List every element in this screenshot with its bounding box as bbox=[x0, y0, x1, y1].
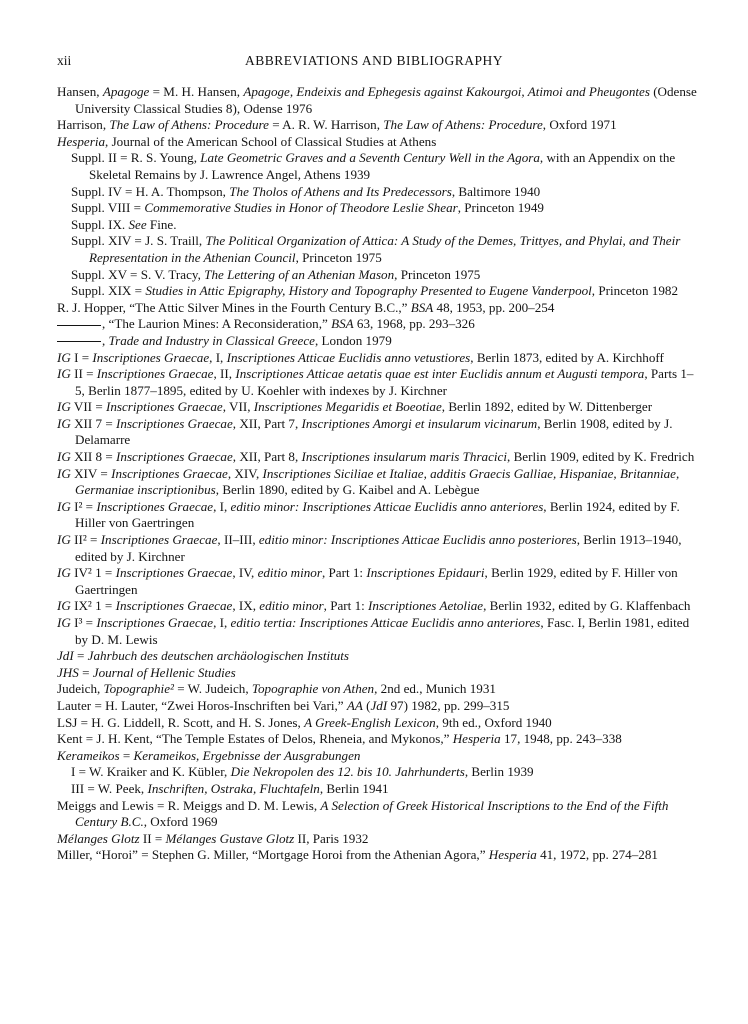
italic-text: Topographie² bbox=[103, 681, 174, 697]
italic-text: See bbox=[128, 216, 147, 232]
bibliography-entry bbox=[57, 416, 697, 449]
italic-text: JdI bbox=[370, 697, 388, 713]
italic-text: JHS bbox=[57, 664, 79, 680]
entry-text: XII 7 = bbox=[70, 415, 117, 431]
bibliography-entry bbox=[57, 748, 697, 765]
bibliography-entry bbox=[57, 117, 697, 134]
italic-text: Hesperia bbox=[488, 847, 537, 863]
ditto-dash bbox=[57, 325, 101, 326]
italic-text: Inscriptiones Graecae bbox=[96, 615, 214, 630]
bibliography-entry bbox=[57, 847, 697, 864]
italic-text: Inscriptiones Graecae bbox=[96, 366, 214, 382]
bibliography-entry bbox=[57, 715, 697, 732]
entry-text: , Berlin 1932, edited by G. Klaffenbach bbox=[483, 598, 691, 614]
bibliography-entry bbox=[57, 449, 697, 466]
italic-text: Journal of Hellenic Studies bbox=[92, 664, 236, 680]
entry-text: , Journal of the American School of Classical Studies at Athens bbox=[105, 133, 437, 149]
entry-text: , XII, Part 7, bbox=[232, 415, 302, 431]
italic-text: A Selection of Greek Historical Inscriptions to the End of the Fifth Century B.C. bbox=[75, 797, 669, 830]
entry-text: 17, 1948, pp. 243–338 bbox=[500, 731, 622, 747]
entry-text: , Fasc. I, Berlin 1981, edited by D. M. Lewis bbox=[75, 615, 690, 647]
italic-text: editio tertia: Inscriptiones Atticae Euclidis anno anteriores bbox=[230, 615, 541, 630]
bibliography-entry bbox=[57, 233, 697, 266]
bibliography-entry bbox=[57, 698, 697, 715]
entry-text: , 9th ed., Oxford 1940 bbox=[435, 714, 552, 730]
bibliography-entry bbox=[57, 731, 697, 748]
entry-text: Fine. bbox=[146, 216, 177, 232]
entry-text: , Berlin 1909, edited by K. Fredrich bbox=[507, 449, 695, 465]
entry-text: , Berlin 1890, edited by G. Kaibel and A. Lebègue bbox=[215, 482, 480, 498]
entry-text: = W. Judeich, bbox=[173, 681, 252, 697]
entry-text: , Princeton 1975 bbox=[295, 249, 382, 265]
entry-text: VII = bbox=[70, 399, 106, 415]
entry-text: 48, 1953, pp. 200–254 bbox=[433, 299, 555, 315]
entry-text: Suppl. XV = S. V. Tracy, bbox=[71, 266, 205, 282]
italic-text: Inscriptiones Siciliae et Italiae, additis Graecis Galliae, Hispaniae, Britanniae, Germaniae inscriptionibus bbox=[75, 465, 680, 498]
italic-text: Topographie von Athen bbox=[251, 681, 375, 697]
italic-text: The Law of Athens: Procedure bbox=[383, 117, 543, 133]
entry-text: Suppl. IV = H. A. Thompson, bbox=[71, 183, 230, 199]
italic-text: Studies in Attic Epigraphy, History and Topography Presented to Eugene Vanderpool bbox=[145, 283, 592, 299]
italic-text: BSA bbox=[410, 299, 434, 315]
bibliography-entry bbox=[57, 665, 697, 682]
entry-text: 41, 1972, pp. 274–281 bbox=[536, 847, 658, 863]
italic-text: The Tholos of Athens and Its Predecessors bbox=[229, 183, 452, 199]
italic-text: editio minor: Inscriptiones Atticae Euclidis anno posteriores bbox=[258, 532, 577, 548]
italic-text: Kerameikos, Ergebnisse der Ausgrabungen bbox=[133, 747, 361, 763]
italic-text: IG bbox=[57, 615, 71, 630]
entry-text: , Berlin 1924, edited by F. Hiller von Gaertringen bbox=[75, 498, 680, 531]
entry-text: = A. R. W. Harrison, bbox=[268, 117, 384, 133]
entry-text: I = W. Kraiker and K. Kübler, bbox=[71, 764, 231, 780]
italic-text: JdI bbox=[57, 648, 74, 664]
italic-text: Mélanges Gustave Glotz bbox=[165, 830, 295, 846]
bibliography-entry bbox=[57, 831, 697, 848]
bibliography-entry bbox=[57, 764, 697, 781]
italic-text: Hesperia bbox=[452, 731, 501, 747]
italic-text: IG bbox=[57, 399, 71, 415]
entry-text: , Parts 1–5, Berlin 1877–1895, edited by U. Koehler with indexes by J. Kirchner bbox=[75, 366, 694, 398]
italic-text: Inscriptiones Aetoliae bbox=[368, 598, 484, 614]
italic-text: editio minor bbox=[259, 598, 324, 614]
entry-text: , Princeton 1975 bbox=[394, 266, 481, 282]
italic-text: IG bbox=[57, 349, 71, 365]
entry-text: , XIV, bbox=[227, 465, 263, 481]
bibliography-entry bbox=[57, 366, 697, 399]
entry-text: , Berlin 1873, edited by A. Kirchhoff bbox=[470, 349, 664, 365]
entry-text: Suppl. XIX = bbox=[71, 283, 146, 299]
entry-text: , Berlin 1908, edited by J. Delamarre bbox=[75, 415, 673, 448]
entry-text: XIV = bbox=[70, 465, 112, 481]
bibliography-entry bbox=[57, 681, 697, 698]
italic-text: Jahrbuch des deutschen archäologischen Instituts bbox=[87, 648, 350, 664]
italic-text: IG bbox=[57, 598, 71, 614]
bibliography-entry bbox=[57, 466, 697, 499]
italic-text: Inscriptiones Graecae bbox=[115, 565, 233, 581]
italic-text: Inscriptiones Megaridis et Boeotiae bbox=[253, 399, 442, 415]
bibliography-entry bbox=[57, 217, 697, 234]
entry-text: R. J. Hopper, “The Attic Silver Mines in the Fourth Century B.C.,” bbox=[57, 299, 411, 315]
entry-text: , I, bbox=[209, 349, 227, 365]
bibliography-entry bbox=[57, 781, 697, 798]
entry-text: (Odense University Classical Studies 8), Odense 1976 bbox=[75, 84, 697, 116]
entry-text: Lauter = H. Lauter, “Zwei Horos-Inschriften bei Vari,” bbox=[57, 697, 347, 713]
italic-text: Mélanges Glotz bbox=[57, 830, 140, 846]
entry-text: , Berlin 1892, edited by W. Dittenberger bbox=[441, 399, 653, 415]
italic-text: editio minor: Inscriptiones Atticae Euclidis anno anteriores bbox=[230, 498, 544, 514]
italic-text: BSA bbox=[331, 316, 354, 332]
italic-text: Inscriptiones Graecae bbox=[116, 449, 233, 465]
bibliography-entry bbox=[57, 333, 697, 350]
italic-text: Inscriptiones Graecae bbox=[92, 349, 210, 365]
entry-text: Suppl. IX. bbox=[71, 216, 129, 232]
entry-text: Suppl. II = R. S. Young, bbox=[71, 150, 201, 166]
entry-text: , Princeton 1949 bbox=[457, 200, 544, 216]
entry-text: III = W. Peek, bbox=[71, 780, 148, 796]
italic-text: A Greek-English Lexicon bbox=[304, 714, 436, 730]
entry-text: I³ = bbox=[70, 615, 97, 630]
bibliography-entry bbox=[57, 300, 697, 317]
entry-text: , “The Laurion Mines: A Reconsideration,” bbox=[102, 316, 332, 332]
entry-text: , IX, bbox=[232, 598, 260, 614]
entry-text: , Berlin 1941 bbox=[319, 780, 389, 796]
italic-text: IG bbox=[57, 366, 71, 382]
entry-text: , I, bbox=[213, 615, 231, 630]
italic-text: Inscriptiones Graecae bbox=[115, 598, 233, 614]
italic-text: Die Nekropolen des 12. bis 10. Jahrhunderts bbox=[230, 764, 465, 780]
bibliography-entry bbox=[57, 316, 697, 333]
italic-text: Inscriptiones Graecae bbox=[116, 415, 233, 431]
entry-text: 63, 1968, pp. 293–326 bbox=[353, 316, 475, 332]
bibliography-entry bbox=[57, 150, 697, 183]
bibliography-entry bbox=[57, 565, 697, 598]
entry-text: II, Paris 1932 bbox=[294, 830, 369, 846]
entry-text: , Berlin 1913–1940, edited by J. Kirchner bbox=[75, 532, 682, 564]
entry-text: , bbox=[102, 332, 109, 348]
italic-text: Apagoge, Endeixis and Ephegesis against Kakourgoi, Atimoi and Pheugontes bbox=[243, 84, 650, 99]
entry-text: , Princeton 1982 bbox=[591, 283, 678, 299]
bibliography-entry bbox=[57, 399, 697, 416]
italic-text: Inscriptiones Graecae bbox=[105, 399, 223, 415]
entry-text: I = bbox=[70, 349, 93, 365]
entry-text: , with an Appendix on the Skeletal Remains by J. Lawrence Angel, Athens 1939 bbox=[89, 150, 676, 182]
italic-text: Commemorative Studies in Honor of Theodore Leslie Shear bbox=[144, 200, 458, 216]
italic-text: IG bbox=[57, 565, 71, 581]
entry-text: IV² 1 = bbox=[70, 565, 116, 581]
bibliography-entry bbox=[57, 267, 697, 284]
entry-text: , I, bbox=[213, 498, 231, 514]
italic-text: Late Geometric Graves and a Seventh Century Well in the Agora bbox=[200, 150, 540, 166]
entry-text: , Baltimore 1940 bbox=[451, 183, 541, 199]
italic-text: Inscriptiones insularum maris Thracici bbox=[301, 449, 508, 465]
italic-text: AA bbox=[346, 697, 363, 713]
italic-text: Trade and Industry in Classical Greece bbox=[108, 332, 315, 348]
entry-text: XII 8 = bbox=[70, 449, 117, 465]
italic-text: Inschriften, Ostraka, Fluchtafeln bbox=[147, 780, 320, 796]
entry-text: II = bbox=[70, 366, 97, 382]
bibliography-entry bbox=[57, 648, 697, 665]
bibliography-entry bbox=[57, 84, 697, 117]
bibliography-entry bbox=[57, 798, 697, 831]
bibliography-entry bbox=[57, 598, 697, 615]
italic-text: IG bbox=[57, 449, 71, 465]
entry-text: , Part 1: bbox=[323, 598, 369, 614]
bibliography-entry bbox=[57, 184, 697, 201]
entry-text: , London 1979 bbox=[315, 332, 392, 348]
entry-text: , 2nd ed., Munich 1931 bbox=[374, 681, 496, 697]
entry-text: Hansen, bbox=[57, 84, 103, 99]
entry-text: , II–III, bbox=[217, 532, 259, 548]
entry-text: , II, bbox=[213, 366, 236, 382]
entry-text: , Oxford 1971 bbox=[542, 117, 617, 133]
entry-text: , XII, Part 8, bbox=[232, 449, 302, 465]
entry-text: = bbox=[73, 648, 88, 664]
entry-text: Judeich, bbox=[57, 681, 104, 697]
bibliography-entry bbox=[57, 532, 697, 565]
entry-text: Meiggs and Lewis = R. Meiggs and D. M. Lewis, bbox=[57, 797, 321, 813]
entry-text: II = bbox=[139, 830, 166, 846]
italic-text: Inscriptiones Graecae bbox=[111, 465, 228, 481]
italic-text: Hesperia bbox=[57, 133, 106, 149]
running-head: ABBREVIATIONS AND BIBLIOGRAPHY bbox=[244, 53, 503, 68]
italic-text: Inscriptiones Epidauri bbox=[366, 565, 485, 581]
entry-text: , Berlin 1939 bbox=[464, 764, 534, 780]
entry-text: Harrison, bbox=[57, 117, 110, 133]
italic-text: Inscriptiones Graecae bbox=[100, 532, 218, 548]
bibliography-list bbox=[57, 84, 697, 864]
bibliography-entry bbox=[57, 200, 697, 217]
italic-text: Inscriptiones Atticae Euclidis anno vetustiores bbox=[226, 349, 471, 365]
bibliography-entry bbox=[57, 283, 697, 300]
entry-text: = M. H. Hansen, bbox=[149, 84, 244, 99]
entry-text: Miller, “Horoi” = Stephen G. Miller, “Mortgage Horoi from the Athenian Agora,” bbox=[57, 847, 489, 863]
italic-text: The Law of Athens: Procedure bbox=[109, 117, 269, 133]
entry-text: II² = bbox=[70, 532, 101, 548]
entry-text: , Part 1: bbox=[321, 565, 367, 581]
ditto-dash bbox=[57, 341, 101, 342]
entry-text: Suppl. VIII = bbox=[71, 200, 145, 216]
italic-text: Kerameikos bbox=[57, 747, 120, 763]
entry-text: Kent = J. H. Kent, “The Temple Estates of Delos, Rheneia, and Mykonos,” bbox=[57, 731, 453, 747]
entry-text: , Berlin 1929, edited by F. Hiller von Gaertringen bbox=[75, 565, 678, 597]
italic-text: Inscriptiones Atticae aetatis quae est inter Euclidis annum et Augusti tempora bbox=[235, 366, 645, 382]
entry-text: LSJ = H. G. Liddell, R. Scott, and H. S. Jones, bbox=[57, 714, 305, 730]
entry-text: , IV, bbox=[232, 565, 258, 581]
entry-text: = bbox=[119, 747, 134, 763]
bibliography-entry bbox=[57, 350, 697, 367]
italic-text: IG bbox=[57, 498, 71, 514]
italic-text: IG bbox=[57, 415, 71, 431]
bibliography-entry bbox=[57, 499, 697, 532]
entry-text: , Oxford 1969 bbox=[143, 814, 218, 830]
italic-text: IG bbox=[57, 465, 71, 481]
entry-text: Suppl. XIV = J. S. Traill, bbox=[71, 233, 206, 249]
italic-text: IG bbox=[57, 532, 71, 548]
italic-text: The Lettering of an Athenian Mason bbox=[204, 266, 395, 282]
italic-text: editio minor bbox=[257, 565, 322, 581]
entry-text: IX² 1 = bbox=[70, 598, 116, 614]
italic-text: Inscriptiones Amorgi et insularum vicinarum bbox=[301, 415, 538, 431]
italic-text: Apagoge bbox=[102, 84, 150, 99]
italic-text: The Political Organization of Attica: A Study of the Demes, Trittyes, and Phylai, and Their Representation in the Athenian Council bbox=[89, 233, 681, 265]
entry-text: I² = bbox=[70, 498, 97, 514]
page-number: xii bbox=[57, 53, 72, 68]
italic-text: Inscriptiones Graecae bbox=[96, 498, 214, 514]
entry-text: ( bbox=[362, 697, 371, 713]
entry-text: = bbox=[78, 664, 93, 680]
entry-text: 97) 1982, pp. 299–315 bbox=[387, 697, 510, 713]
entry-text: , VII, bbox=[222, 399, 254, 415]
bibliography-entry bbox=[57, 615, 697, 648]
bibliography-entry bbox=[57, 134, 697, 151]
